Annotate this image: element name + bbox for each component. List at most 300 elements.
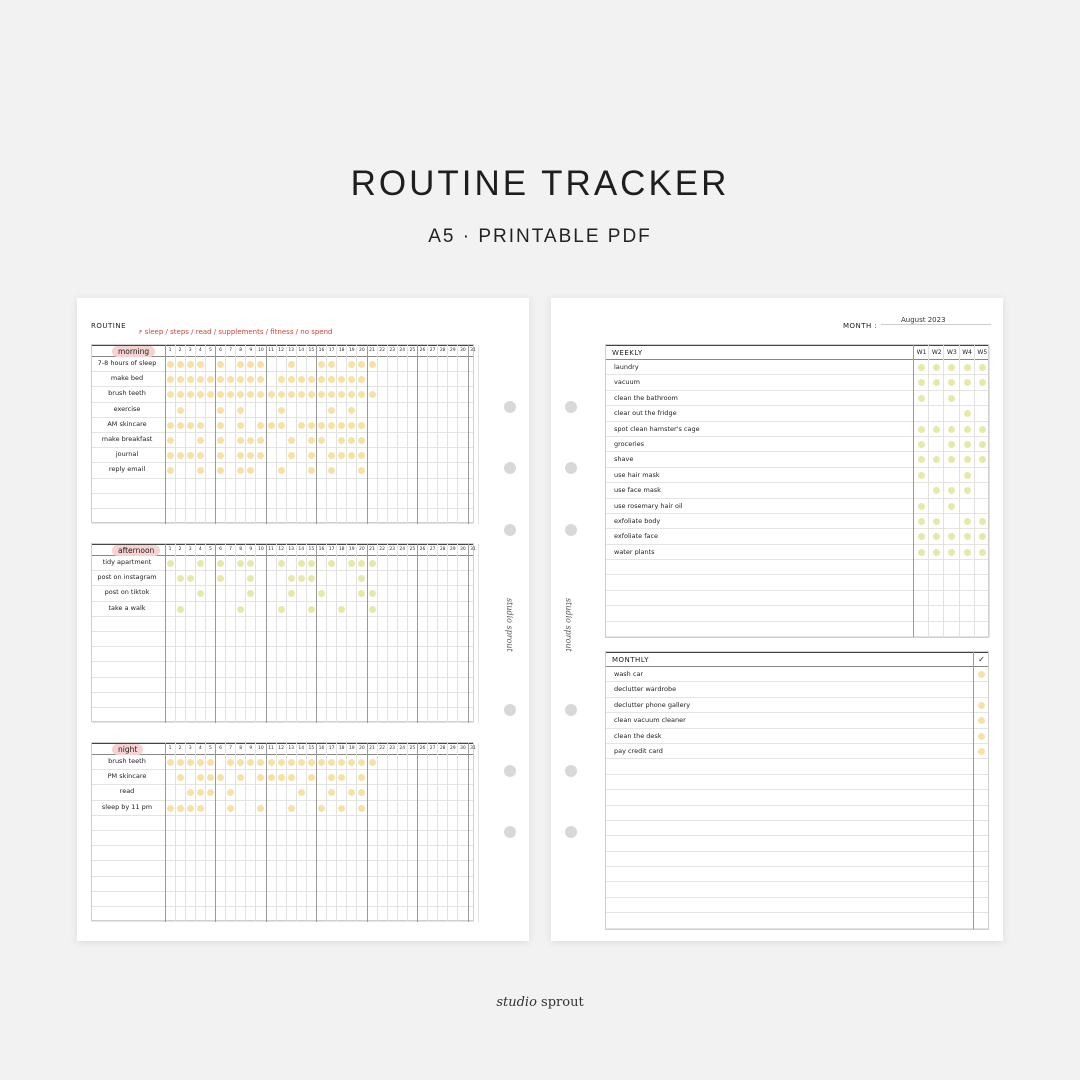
completed-dot[interactable] — [197, 422, 204, 429]
completed-dot[interactable] — [237, 606, 244, 613]
completed-dot[interactable] — [948, 533, 955, 540]
completed-dot[interactable] — [933, 518, 940, 525]
completed-dot[interactable] — [964, 379, 971, 386]
empty-row[interactable] — [606, 806, 988, 821]
empty-row[interactable] — [92, 662, 473, 677]
completed-dot[interactable] — [978, 717, 985, 724]
completed-dot[interactable] — [217, 437, 224, 444]
empty-row[interactable] — [606, 790, 988, 805]
completed-dot[interactable] — [288, 805, 295, 812]
completed-dot[interactable] — [964, 410, 971, 417]
completed-dot[interactable] — [278, 560, 285, 567]
completed-dot[interactable] — [358, 391, 365, 398]
empty-row[interactable] — [92, 617, 473, 632]
completed-dot[interactable] — [964, 533, 971, 540]
completed-dot[interactable] — [328, 560, 335, 567]
completed-dot[interactable] — [318, 422, 325, 429]
empty-row[interactable] — [92, 479, 473, 494]
completed-dot[interactable] — [288, 437, 295, 444]
completed-dot[interactable] — [338, 774, 345, 781]
completed-dot[interactable] — [358, 560, 365, 567]
completed-dot[interactable] — [328, 422, 335, 429]
completed-dot[interactable] — [247, 467, 254, 474]
completed-dot[interactable] — [177, 805, 184, 812]
completed-dot[interactable] — [167, 437, 174, 444]
weekly-task-row[interactable] — [606, 468, 988, 483]
completed-dot[interactable] — [358, 437, 365, 444]
completed-dot[interactable] — [187, 361, 194, 368]
completed-dot[interactable] — [948, 456, 955, 463]
weekly-task-row[interactable] — [606, 452, 988, 467]
completed-dot[interactable] — [197, 805, 204, 812]
completed-dot[interactable] — [288, 452, 295, 459]
completed-dot[interactable] — [318, 590, 325, 597]
completed-dot[interactable] — [197, 437, 204, 444]
completed-dot[interactable] — [933, 487, 940, 494]
completed-dot[interactable] — [328, 467, 335, 474]
completed-dot[interactable] — [247, 391, 254, 398]
completed-dot[interactable] — [187, 422, 194, 429]
empty-row[interactable] — [606, 591, 988, 606]
completed-dot[interactable] — [217, 422, 224, 429]
completed-dot[interactable] — [369, 361, 376, 368]
completed-dot[interactable] — [348, 452, 355, 459]
completed-dot[interactable] — [308, 391, 315, 398]
completed-dot[interactable] — [933, 364, 940, 371]
completed-dot[interactable] — [369, 590, 376, 597]
habit-row[interactable] — [92, 770, 473, 785]
completed-dot[interactable] — [187, 452, 194, 459]
completed-dot[interactable] — [227, 391, 234, 398]
completed-dot[interactable] — [217, 452, 224, 459]
habit-row[interactable] — [92, 372, 473, 387]
completed-dot[interactable] — [197, 560, 204, 567]
completed-dot[interactable] — [979, 549, 986, 556]
completed-dot[interactable] — [964, 472, 971, 479]
empty-row[interactable] — [606, 775, 988, 790]
completed-dot[interactable] — [177, 759, 184, 766]
completed-dot[interactable] — [918, 379, 925, 386]
completed-dot[interactable] — [358, 376, 365, 383]
completed-dot[interactable] — [167, 376, 174, 383]
weekly-task-row[interactable] — [606, 545, 988, 560]
completed-dot[interactable] — [964, 441, 971, 448]
completed-dot[interactable] — [278, 422, 285, 429]
completed-dot[interactable] — [227, 789, 234, 796]
monthly-task-row[interactable] — [606, 667, 988, 682]
completed-dot[interactable] — [369, 606, 376, 613]
completed-dot[interactable] — [257, 391, 264, 398]
completed-dot[interactable] — [978, 733, 985, 740]
weekly-task-row[interactable] — [606, 422, 988, 437]
completed-dot[interactable] — [217, 361, 224, 368]
completed-dot[interactable] — [278, 606, 285, 613]
completed-dot[interactable] — [348, 391, 355, 398]
weekly-task-row[interactable] — [606, 437, 988, 452]
completed-dot[interactable] — [167, 759, 174, 766]
completed-dot[interactable] — [318, 759, 325, 766]
habit-row[interactable] — [92, 602, 473, 617]
empty-row[interactable] — [92, 831, 473, 846]
completed-dot[interactable] — [918, 441, 925, 448]
completed-dot[interactable] — [197, 467, 204, 474]
completed-dot[interactable] — [288, 759, 295, 766]
completed-dot[interactable] — [979, 533, 986, 540]
completed-dot[interactable] — [257, 805, 264, 812]
completed-dot[interactable] — [217, 774, 224, 781]
habit-row[interactable] — [92, 357, 473, 372]
empty-row[interactable] — [606, 898, 988, 913]
completed-dot[interactable] — [348, 789, 355, 796]
completed-dot[interactable] — [288, 361, 295, 368]
completed-dot[interactable] — [227, 376, 234, 383]
completed-dot[interactable] — [338, 805, 345, 812]
completed-dot[interactable] — [308, 575, 315, 582]
completed-dot[interactable] — [177, 575, 184, 582]
completed-dot[interactable] — [298, 759, 305, 766]
completed-dot[interactable] — [237, 452, 244, 459]
completed-dot[interactable] — [177, 361, 184, 368]
weekly-task-row[interactable] — [606, 483, 988, 498]
habit-row[interactable] — [92, 801, 473, 816]
completed-dot[interactable] — [237, 560, 244, 567]
completed-dot[interactable] — [933, 426, 940, 433]
completed-dot[interactable] — [308, 452, 315, 459]
completed-dot[interactable] — [268, 759, 275, 766]
empty-row[interactable] — [92, 816, 473, 831]
habit-row[interactable] — [92, 418, 473, 433]
empty-row[interactable] — [92, 693, 473, 708]
completed-dot[interactable] — [247, 452, 254, 459]
completed-dot[interactable] — [308, 774, 315, 781]
empty-row[interactable] — [92, 647, 473, 662]
completed-dot[interactable] — [167, 467, 174, 474]
completed-dot[interactable] — [227, 759, 234, 766]
completed-dot[interactable] — [358, 805, 365, 812]
weekly-task-row[interactable] — [606, 514, 988, 529]
completed-dot[interactable] — [358, 452, 365, 459]
completed-dot[interactable] — [217, 376, 224, 383]
completed-dot[interactable] — [338, 376, 345, 383]
empty-row[interactable] — [92, 877, 473, 892]
completed-dot[interactable] — [328, 361, 335, 368]
empty-row[interactable] — [606, 622, 988, 637]
completed-dot[interactable] — [298, 422, 305, 429]
completed-dot[interactable] — [308, 606, 315, 613]
empty-row[interactable] — [606, 867, 988, 882]
completed-dot[interactable] — [288, 391, 295, 398]
completed-dot[interactable] — [237, 759, 244, 766]
completed-dot[interactable] — [978, 748, 985, 755]
habit-row[interactable] — [92, 403, 473, 418]
completed-dot[interactable] — [227, 805, 234, 812]
completed-dot[interactable] — [918, 518, 925, 525]
completed-dot[interactable] — [369, 759, 376, 766]
completed-dot[interactable] — [257, 759, 264, 766]
habit-row[interactable] — [92, 785, 473, 800]
completed-dot[interactable] — [167, 560, 174, 567]
completed-dot[interactable] — [979, 379, 986, 386]
completed-dot[interactable] — [308, 560, 315, 567]
completed-dot[interactable] — [217, 560, 224, 567]
completed-dot[interactable] — [278, 467, 285, 474]
completed-dot[interactable] — [338, 606, 345, 613]
completed-dot[interactable] — [918, 395, 925, 402]
completed-dot[interactable] — [918, 426, 925, 433]
completed-dot[interactable] — [979, 441, 986, 448]
empty-row[interactable] — [92, 907, 473, 922]
completed-dot[interactable] — [358, 590, 365, 597]
completed-dot[interactable] — [237, 407, 244, 414]
completed-dot[interactable] — [328, 759, 335, 766]
completed-dot[interactable] — [348, 422, 355, 429]
habit-row[interactable] — [92, 556, 473, 571]
completed-dot[interactable] — [278, 407, 285, 414]
completed-dot[interactable] — [187, 376, 194, 383]
completed-dot[interactable] — [948, 379, 955, 386]
completed-dot[interactable] — [167, 422, 174, 429]
monthly-task-row[interactable] — [606, 713, 988, 728]
completed-dot[interactable] — [318, 361, 325, 368]
completed-dot[interactable] — [278, 376, 285, 383]
completed-dot[interactable] — [338, 452, 345, 459]
completed-dot[interactable] — [348, 376, 355, 383]
completed-dot[interactable] — [918, 533, 925, 540]
completed-dot[interactable] — [918, 456, 925, 463]
completed-dot[interactable] — [358, 361, 365, 368]
completed-dot[interactable] — [257, 376, 264, 383]
completed-dot[interactable] — [328, 774, 335, 781]
completed-dot[interactable] — [217, 575, 224, 582]
completed-dot[interactable] — [338, 422, 345, 429]
completed-dot[interactable] — [278, 759, 285, 766]
completed-dot[interactable] — [308, 467, 315, 474]
completed-dot[interactable] — [278, 774, 285, 781]
completed-dot[interactable] — [247, 361, 254, 368]
completed-dot[interactable] — [167, 452, 174, 459]
empty-row[interactable] — [92, 846, 473, 861]
completed-dot[interactable] — [197, 759, 204, 766]
completed-dot[interactable] — [964, 549, 971, 556]
completed-dot[interactable] — [948, 395, 955, 402]
completed-dot[interactable] — [298, 560, 305, 567]
weekly-task-row[interactable] — [606, 499, 988, 514]
habit-row[interactable] — [92, 586, 473, 601]
completed-dot[interactable] — [167, 361, 174, 368]
completed-dot[interactable] — [948, 549, 955, 556]
completed-dot[interactable] — [247, 437, 254, 444]
completed-dot[interactable] — [338, 391, 345, 398]
completed-dot[interactable] — [918, 472, 925, 479]
habit-row[interactable] — [92, 448, 473, 463]
completed-dot[interactable] — [257, 452, 264, 459]
completed-dot[interactable] — [197, 376, 204, 383]
completed-dot[interactable] — [177, 606, 184, 613]
completed-dot[interactable] — [177, 407, 184, 414]
completed-dot[interactable] — [207, 391, 214, 398]
completed-dot[interactable] — [328, 407, 335, 414]
completed-dot[interactable] — [338, 437, 345, 444]
completed-dot[interactable] — [288, 774, 295, 781]
habit-row[interactable] — [92, 463, 473, 478]
completed-dot[interactable] — [217, 467, 224, 474]
completed-dot[interactable] — [358, 774, 365, 781]
completed-dot[interactable] — [348, 407, 355, 414]
completed-dot[interactable] — [348, 759, 355, 766]
completed-dot[interactable] — [979, 456, 986, 463]
completed-dot[interactable] — [247, 759, 254, 766]
completed-dot[interactable] — [257, 437, 264, 444]
completed-dot[interactable] — [167, 391, 174, 398]
completed-dot[interactable] — [247, 590, 254, 597]
completed-dot[interactable] — [247, 560, 254, 567]
completed-dot[interactable] — [257, 361, 264, 368]
empty-row[interactable] — [606, 882, 988, 897]
completed-dot[interactable] — [964, 487, 971, 494]
completed-dot[interactable] — [328, 452, 335, 459]
monthly-task-row[interactable] — [606, 698, 988, 713]
completed-dot[interactable] — [237, 361, 244, 368]
completed-dot[interactable] — [288, 575, 295, 582]
habit-row[interactable] — [92, 571, 473, 586]
monthly-task-row[interactable] — [606, 744, 988, 759]
completed-dot[interactable] — [308, 437, 315, 444]
completed-dot[interactable] — [318, 437, 325, 444]
completed-dot[interactable] — [187, 759, 194, 766]
completed-dot[interactable] — [328, 789, 335, 796]
completed-dot[interactable] — [197, 452, 204, 459]
completed-dot[interactable] — [948, 503, 955, 510]
completed-dot[interactable] — [358, 422, 365, 429]
completed-dot[interactable] — [197, 391, 204, 398]
completed-dot[interactable] — [348, 560, 355, 567]
completed-dot[interactable] — [918, 549, 925, 556]
completed-dot[interactable] — [187, 575, 194, 582]
completed-dot[interactable] — [948, 487, 955, 494]
completed-dot[interactable] — [207, 774, 214, 781]
completed-dot[interactable] — [278, 391, 285, 398]
completed-dot[interactable] — [318, 376, 325, 383]
completed-dot[interactable] — [964, 364, 971, 371]
completed-dot[interactable] — [288, 590, 295, 597]
completed-dot[interactable] — [187, 391, 194, 398]
completed-dot[interactable] — [964, 518, 971, 525]
completed-dot[interactable] — [933, 379, 940, 386]
weekly-task-row[interactable] — [606, 360, 988, 375]
completed-dot[interactable] — [167, 805, 174, 812]
completed-dot[interactable] — [268, 774, 275, 781]
empty-row[interactable] — [606, 759, 988, 774]
completed-dot[interactable] — [197, 361, 204, 368]
empty-row[interactable] — [92, 892, 473, 907]
habit-row[interactable] — [92, 387, 473, 402]
empty-row[interactable] — [606, 821, 988, 836]
completed-dot[interactable] — [318, 805, 325, 812]
completed-dot[interactable] — [948, 364, 955, 371]
empty-row[interactable] — [606, 852, 988, 867]
completed-dot[interactable] — [237, 467, 244, 474]
empty-row[interactable] — [92, 678, 473, 693]
completed-dot[interactable] — [237, 391, 244, 398]
completed-dot[interactable] — [918, 503, 925, 510]
completed-dot[interactable] — [933, 533, 940, 540]
completed-dot[interactable] — [298, 376, 305, 383]
empty-row[interactable] — [606, 836, 988, 851]
completed-dot[interactable] — [358, 575, 365, 582]
completed-dot[interactable] — [197, 774, 204, 781]
completed-dot[interactable] — [177, 452, 184, 459]
completed-dot[interactable] — [247, 376, 254, 383]
weekly-task-row[interactable] — [606, 406, 988, 421]
completed-dot[interactable] — [197, 789, 204, 796]
completed-dot[interactable] — [237, 376, 244, 383]
completed-dot[interactable] — [358, 467, 365, 474]
weekly-task-row[interactable] — [606, 529, 988, 544]
empty-row[interactable] — [606, 575, 988, 590]
completed-dot[interactable] — [247, 575, 254, 582]
completed-dot[interactable] — [268, 422, 275, 429]
completed-dot[interactable] — [177, 422, 184, 429]
completed-dot[interactable] — [177, 376, 184, 383]
monthly-task-row[interactable] — [606, 729, 988, 744]
completed-dot[interactable] — [257, 774, 264, 781]
completed-dot[interactable] — [298, 391, 305, 398]
monthly-task-row[interactable] — [606, 682, 988, 697]
completed-dot[interactable] — [964, 426, 971, 433]
empty-row[interactable] — [92, 861, 473, 876]
completed-dot[interactable] — [207, 759, 214, 766]
completed-dot[interactable] — [318, 391, 325, 398]
completed-dot[interactable] — [358, 759, 365, 766]
completed-dot[interactable] — [933, 549, 940, 556]
completed-dot[interactable] — [187, 789, 194, 796]
habit-row[interactable] — [92, 433, 473, 448]
completed-dot[interactable] — [217, 407, 224, 414]
empty-row[interactable] — [92, 494, 473, 509]
completed-dot[interactable] — [369, 560, 376, 567]
completed-dot[interactable] — [288, 376, 295, 383]
completed-dot[interactable] — [979, 518, 986, 525]
completed-dot[interactable] — [217, 391, 224, 398]
empty-row[interactable] — [92, 632, 473, 647]
completed-dot[interactable] — [358, 789, 365, 796]
weekly-task-row[interactable] — [606, 375, 988, 390]
completed-dot[interactable] — [187, 805, 194, 812]
empty-row[interactable] — [606, 560, 988, 575]
completed-dot[interactable] — [177, 774, 184, 781]
completed-dot[interactable] — [197, 590, 204, 597]
completed-dot[interactable] — [948, 441, 955, 448]
completed-dot[interactable] — [369, 391, 376, 398]
completed-dot[interactable] — [328, 376, 335, 383]
completed-dot[interactable] — [964, 456, 971, 463]
completed-dot[interactable] — [348, 437, 355, 444]
completed-dot[interactable] — [237, 422, 244, 429]
empty-row[interactable] — [92, 708, 473, 723]
completed-dot[interactable] — [298, 789, 305, 796]
completed-dot[interactable] — [948, 426, 955, 433]
habit-row[interactable] — [92, 755, 473, 770]
completed-dot[interactable] — [978, 702, 985, 709]
empty-row[interactable] — [92, 509, 473, 524]
completed-dot[interactable] — [308, 422, 315, 429]
completed-dot[interactable] — [177, 391, 184, 398]
completed-dot[interactable] — [207, 376, 214, 383]
empty-row[interactable] — [606, 606, 988, 621]
completed-dot[interactable] — [328, 391, 335, 398]
completed-dot[interactable] — [979, 364, 986, 371]
completed-dot[interactable] — [308, 759, 315, 766]
